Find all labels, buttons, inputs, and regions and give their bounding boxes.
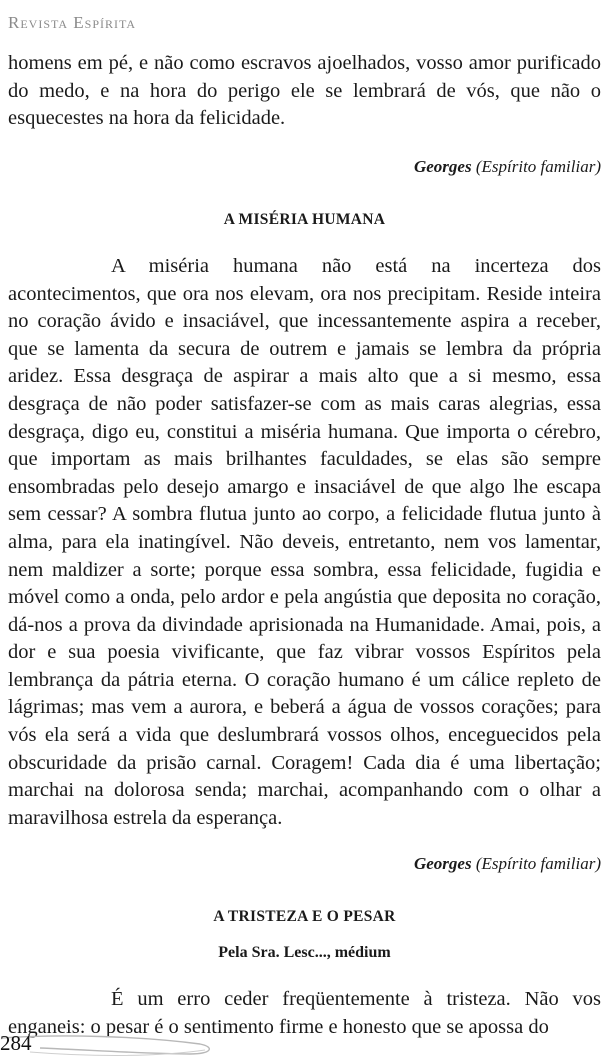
signature-name: Georges <box>413 156 472 176</box>
section-title-tristeza: A TRISTEZA E O PESAR <box>213 908 396 926</box>
miseria-paragraph: A miséria humana não está na incerteza dos acontecimentos, que ora nos elevam, ora nos precipitam. Reside inteira no coração ávido e insaciável, que incessantemente aspira a receber, que se lamenta da secura de outrem e jamais se lembra da própria aridez. Essa desgraça de aspirar a mais alto que a si mesmo, essa desgraça de não poder satisfazer-se com as mais caras alegrias, essa desgraça, digo eu, constitui a miséria humana. Que importa o cérebro, que importam as mais brilhantes faculdades, se elas são sempre ensombradas pelo desejo amargo e insaciável de que algo lhe escapa sem cessar? A sombra flutua junto ao corpo, a felicidade flutua junto à alma, para ela inatingível. Não deveis, entretanto, nem vos lamentar, nem maldizer a sorte; porque essa sombra, essa felicidade, fugidia e móvel como a onda, pelo ardor e pela angústia que deposita no coração, dá-nos a prova da divindade aprisionada na Humanidade. Amai, pois, a dor e sua poesia vivificante, que faz vibrar vossos Espíritos pela lembrança da pátria eterna. O coração humano é um cálice repleto de lágrimas; mas vem a aurora, e beberá a água de vossos corações; para vós ela será a vida que deslumbrará vossos olhos, enceguecidos pela obscuridade da prisão carnal. Coragem! Cada dia é uma libertação; marchai na dolorosa senda; marchai, acompanhando com o olhar a maravilhosa estrela da esperança. <box>8 254 601 829</box>
signature-note: (Espírito familiar) <box>475 854 601 874</box>
running-header: Revista Espírita <box>8 13 137 32</box>
tristeza-paragraph: É um erro ceder freqüentemente à tristeza. Não vos enganeis: o pesar é o sentimento firme e honesto que se apossa do <box>8 988 601 1038</box>
signature-2 <box>8 850 601 878</box>
page-number: 284 <box>0 1031 32 1055</box>
signature-name: Georges <box>413 854 472 874</box>
section-title-miseria: A MISÉRIA HUMANA <box>223 211 386 229</box>
signature-1 <box>8 153 601 181</box>
section-subtitle-medium: Pela Sra. Lesc..., médium <box>218 943 391 961</box>
continuation-paragraph: homens em pé, e não como escravos ajoelhados, vosso amor purificado do medo, e na hora do perigo ele se lembrará de vós, que não o esquecestes na hora da felicidade. <box>8 52 601 130</box>
signature-note: (Espírito familiar) <box>475 156 601 176</box>
page-content <box>8 50 601 1041</box>
footer-swoosh-ornament <box>0 1028 240 1062</box>
